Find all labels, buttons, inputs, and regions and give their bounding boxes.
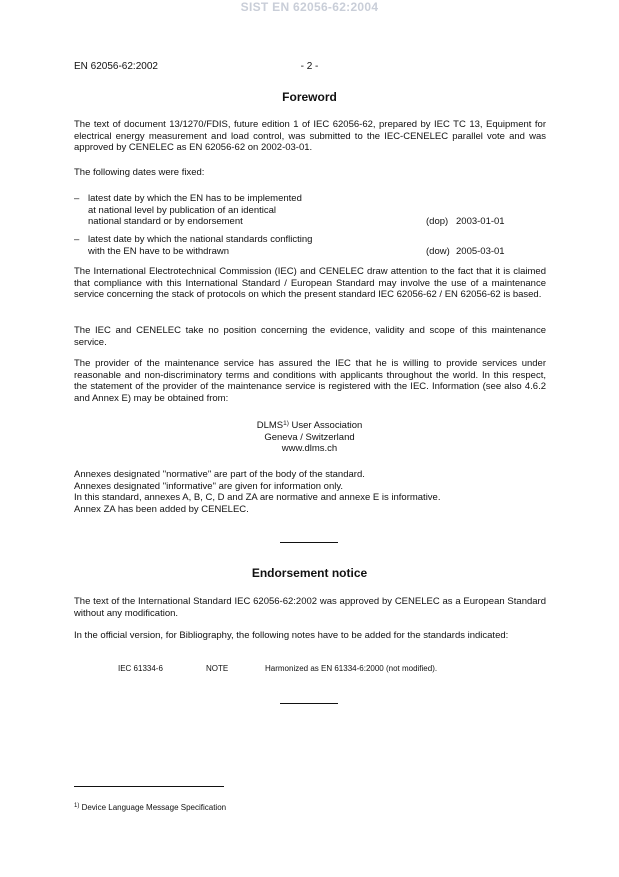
annex-line: Annexes designated "normative" are part of the body of the standard. <box>74 469 365 480</box>
note-text: Harmonized as EN 61334-6:2000 (not modified). <box>265 664 438 673</box>
foreword-paragraph-5: The provider of the maintenance service has assured the IEC that he is willing to provide services under reasonable and non-discriminatory terms and conditions with applicants throughout the world. In this respect, the statement of the provider of the maintenance service is registered with the IEC. Information (see also 4.6.2 and Annex E) may be obtained from: <box>74 358 546 404</box>
watermark: SIST EN 62056-62:2004 <box>240 0 379 14</box>
section-divider <box>280 542 338 543</box>
annex-line: Annexes designated "informative" are given for information only. <box>74 480 344 492</box>
annex-notes <box>74 469 546 515</box>
note-standard: IEC 61334-6 <box>118 664 163 673</box>
date-item-line: national standard or by endorsement <box>88 216 243 228</box>
address-city: Geneva / Switzerland <box>264 431 355 443</box>
footnote <box>74 803 226 812</box>
note-label: NOTE <box>206 664 229 673</box>
date-value: 2003-01-01 <box>456 216 505 228</box>
date-item-line: latest date by which the EN has to be implemented <box>88 193 302 204</box>
foreword-paragraph-2: The following dates were fixed: <box>74 167 205 178</box>
endorsement-title: Endorsement notice <box>251 566 368 580</box>
footnote-mark: 1) <box>74 803 80 809</box>
date-item-dow <box>74 234 546 257</box>
dash-marker: – <box>74 193 80 204</box>
endorsement-paragraph-1: The text of the International Standard IEC 62056-62:2002 was approved by CENELEC as a European Standard without any modification. <box>74 596 546 619</box>
foreword-paragraph-3: The International Electrotechnical Commission (IEC) and CENELEC draw attention to the fact that it is claimed that compliance with this International Standard / European Standard may involve the use of a maintenance service concerning the stack of protocols on which the present standard IEC 62056-62 / EN 62056-62 is based. <box>74 266 546 301</box>
date-item-line: at national level by publication of an identical <box>88 204 277 216</box>
address-website: www.dlms.ch <box>281 443 338 455</box>
address-name: DLMS$^{1)}$ User Association <box>256 420 363 431</box>
date-item-line: with the EN have to be withdrawn <box>88 245 229 257</box>
foreword-paragraph-1: The text of document 13/1270/FDIS, future edition 1 of IEC 62056-62, prepared by IEC TC 13, Equipment for electrical energy measurement and load control, was submitted to the IEC-CENELEC parallel vote and was approved by CENELEC as EN 62056-62 on 2002-03-01. <box>74 119 546 154</box>
foreword-paragraph-4: The IEC and CENELEC take no position concerning the evidence, validity and scope of this maintenance service. <box>74 325 546 348</box>
dash-marker: – <box>74 234 80 245</box>
page-number: - 2 - <box>300 61 319 72</box>
document-id: EN 62056-62:2002 <box>74 61 158 72</box>
section-divider <box>280 703 338 704</box>
date-code: (dop) <box>426 216 449 228</box>
footnote-separator <box>74 786 224 787</box>
annex-line: Annex ZA has been added by CENELEC. <box>74 503 249 515</box>
date-value: 2005-03-01 <box>456 245 505 257</box>
date-code: (dow) <box>426 245 450 257</box>
date-item-dop <box>74 193 546 228</box>
contact-address <box>0 418 619 455</box>
foreword-title: Foreword <box>282 90 337 104</box>
annex-line: In this standard, annexes A, B, C, D and ZA are normative and annexe E is informative. <box>74 492 441 504</box>
footnote-reference: 1) <box>283 420 289 427</box>
endorsement-paragraph-2: In the official version, for Bibliography, the following notes have to be added for the standards indicated: <box>74 630 509 641</box>
footnote-text: Device Language Message Specification <box>79 803 227 812</box>
date-item-line: latest date by which the national standards conflicting <box>88 234 313 245</box>
